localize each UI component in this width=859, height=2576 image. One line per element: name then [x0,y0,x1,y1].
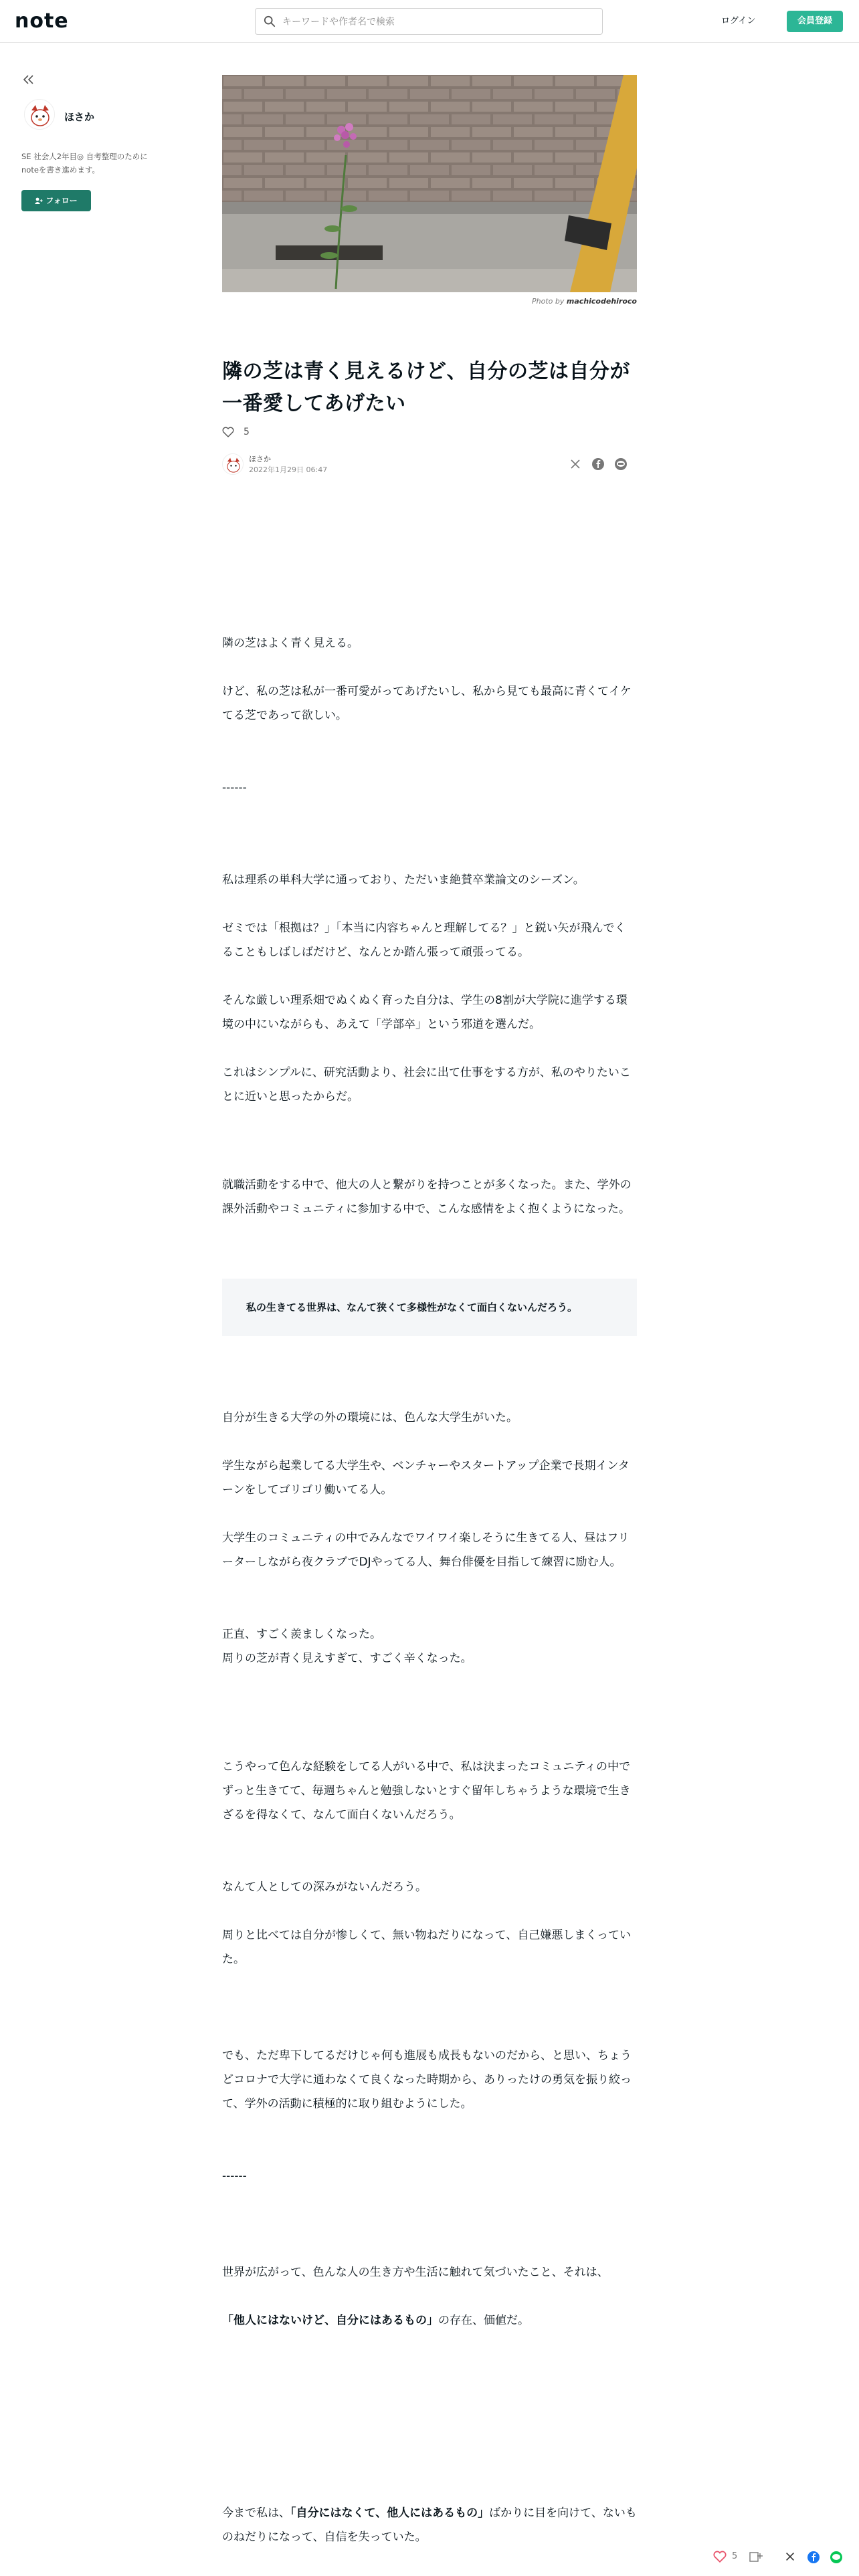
sidebar-author-bio: SE 社会人2年目◎ 自考整理のためにnoteを書き進めます。 [21,152,148,175]
login-link[interactable]: ログイン [721,16,756,26]
like-summary [222,424,250,440]
article-title: 隣の芝は青く見えるけど、自分の芝は自分が一番愛してあげたい [222,360,630,415]
divider-text: ------ [222,781,247,794]
facebook-share-icon[interactable] [591,457,605,471]
note-logo[interactable]: note [15,9,69,33]
x-share-icon[interactable] [569,457,582,471]
floating-action-bar [709,2544,859,2571]
site-header [0,0,859,43]
paragraph [222,2501,637,2549]
paragraph: 正直、すごく羨ましくなった。 [222,1628,381,1641]
paragraph [222,2309,637,2333]
paragraph: こうやって色んな経験をしてる人がいる中で、私は決まったコミュニティの中でずっと生きてて、毎週ちゃんと勉強しないとすぐ留年しちゃうような環境で生きざるを得なくて、なんて面白くないんだろう。 [222,1760,631,1822]
paragraph: 自分が生きる大学の外の環境には、色んな大学生がいた。 [222,1411,518,1424]
paragraph-head: 今まで私は、 [222,2506,290,2520]
search-box[interactable] [255,8,603,35]
line-share-icon[interactable] [614,457,628,471]
bold-phrase: 「自分にはなくて、他人にはあるもの」 [290,2506,490,2520]
action-like-count: 5 [732,2551,738,2561]
photo-credit-prefix: Photo by [532,297,565,306]
bold-phrase: 「他人にはないけど、自分にはあるもの」 [222,2314,438,2327]
paragraph-tail: ばかりに目を向けて、ないものねだりになって、自信を失っていた。 [222,2506,637,2544]
paragraph: 周りの芝が青く見えすぎて、すごく辛くなった。 [222,1652,472,1665]
paragraph: なんて人としての深みがないんだろう。 [222,1881,427,1894]
facebook-share-bar-icon[interactable] [807,2551,820,2564]
paragraph: 隣の芝はよく青く見える。 [222,637,359,650]
sidebar-author-name[interactable]: ほさか [64,111,95,123]
byline-date: 2022年1月29日 06:47 [249,465,328,474]
paragraph: 就職活動をする中で、他大の人と繋がりを持つことが多くなった。また、学外の課外活動やコミュニティに参加する中で、こんな感情をよく抱くようになった。 [222,1178,632,1216]
paragraph: そんな厳しい理系畑でぬくぬく育った自分は、学生の8割が大学院に進学する環境の中にいながらも、あえて「学部卒」という邪道を選んだ。 [222,994,628,1031]
photo-credit-name[interactable]: machicodehiroco [566,297,637,306]
like-heart-icon[interactable] [713,2551,727,2563]
paragraph-tail: の存在、価値だ。 [438,2314,529,2327]
author-avatar[interactable] [24,99,55,130]
blockquote-text: 私の生きてる世界は、なんて狭くて多様性がなくて面白くないんだろう。 [246,1301,578,1313]
blockquote [222,1279,637,1336]
signup-button[interactable]: 会員登録 [787,11,843,32]
paragraph: 大学生のコミュニティの中でみんなでワイワイ楽しそうに生きてる人、昼はフリーターしながら夜クラブでDJやってる人、舞台俳優を目指して練習に励む人。 [222,1531,630,1569]
paragraph: ゼミでは「根拠は？」「本当に内容ちゃんと理解してる？」と鋭い矢が飛んでくることもしばしばだけど、なんとか踏ん張って頑張ってる。 [222,922,626,959]
search-icon [264,15,276,27]
heart-icon[interactable] [222,427,234,437]
paragraph: 学生ながら起業してる大学生や、ベンチャーやスタートアップ企業で長期インターンをしてゴリゴリ働いてる人。 [222,1459,630,1497]
follow-label: フォロー [45,196,78,205]
paragraph: これはシンプルに、研究活動より、社会に出て仕事をする方が、私のやりたいことに近いと思ったからだ。 [222,1066,631,1103]
x-share-bar-icon[interactable] [784,2551,796,2563]
follow-button[interactable] [21,190,91,211]
hero-image [222,75,637,292]
byline-avatar-illustration [223,454,244,475]
byline [222,453,637,480]
paragraph: けど、私の芝は私が一番可愛がってあげたいし、私から見ても最高に青くてイケてる芝であって欲しい。 [222,685,632,722]
paragraph: 私は理系の単科大学に通っており、ただいま絶賛卒業論文のシーズン。 [222,873,585,887]
avatar-illustration [25,100,55,130]
user-plus-icon [35,197,43,204]
paragraph: でも、ただ卑下してるだけじゃ何も進展も成長もないのだから、と思い、ちょうどコロナで大学に通わなくて良くなった時期から、ありったけの勇気を振り絞って、学外の活動に積極的に取り組むようにした。 [222,2049,632,2111]
like-count: 5 [244,427,250,437]
collapse-sidebar-icon[interactable] [21,72,36,87]
byline-author-name[interactable]: ほさか [249,455,271,463]
line-share-bar-icon[interactable] [830,2551,843,2564]
photo-credit [222,297,637,306]
paragraph: 周りと比べては自分が惨しくて、無い物ねだりになって、自己嫌悪しまくっていた。 [222,1929,631,1966]
byline-avatar[interactable] [222,453,244,475]
search-input[interactable] [282,14,590,30]
paragraph: 世界が広がって、色んな人の生き方や生活に触れて気づいたこと、それは、 [222,2266,609,2279]
divider-text: ------ [222,2169,247,2183]
magazine-add-icon[interactable] [749,2551,763,2563]
